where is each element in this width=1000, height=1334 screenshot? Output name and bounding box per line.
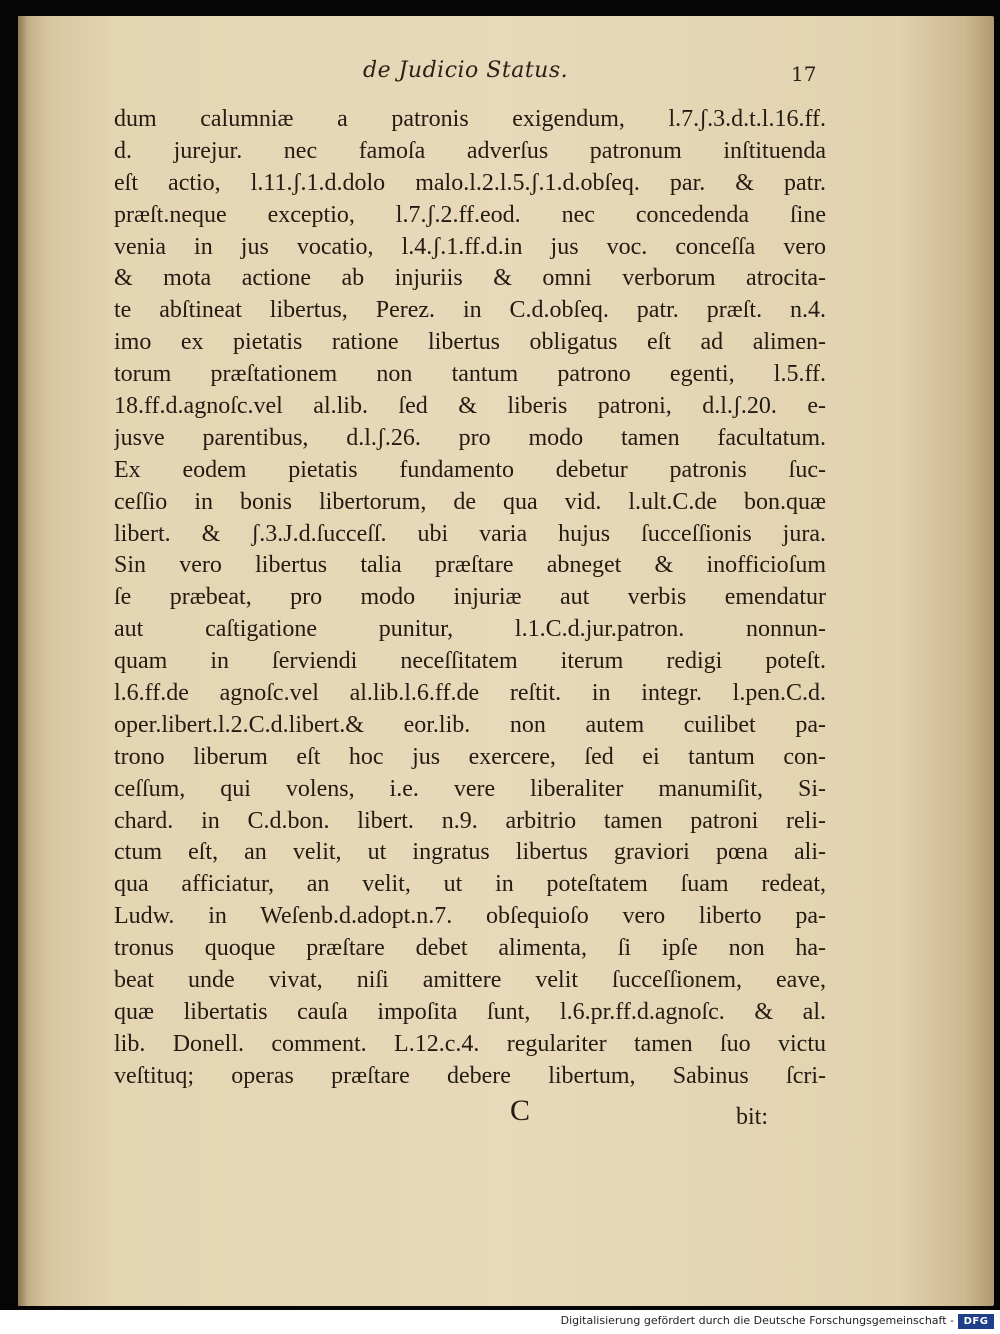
text-line: torum præſtationem non tantum patrono egenti, l.5.ff. [114, 361, 826, 388]
page-number: 17 [791, 62, 817, 86]
text-line: 18.ff.d.agnoſc.vel al.lib. ſed & liberis patroni, d.l.ʃ.20. e- [114, 393, 826, 420]
text-line: tronus quoque præſtare debet alimenta, ſi ipſe non ha- [114, 935, 826, 962]
text-line: quæ libertatis cauſa impoſita ſunt, l.6.pr.ff.d.agnoſc. & al. [114, 998, 826, 1025]
text-line: ſe præbeat, pro modo injuriæ aut verbis emendatur [114, 584, 826, 611]
running-title: de Judicio Status. [363, 58, 569, 83]
catchword: bit: [736, 1104, 769, 1130]
text-line: ceſſum, qui volens, i.e. vere liberaliter manumiſit, Si- [114, 775, 826, 802]
text-line: Ludw. in Weſenb.d.adopt.n.7. obſequioſo vero liberto pa- [114, 903, 826, 930]
text-line: d. jurejur. nec famoſa adverſus patronum inſtituenda [114, 137, 826, 164]
text-line: ctum eſt, an velit, ut ingratus libertus graviori pœna ali- [114, 839, 826, 866]
text-line: trono liberum eſt hoc jus exercere, ſed ei tantum con- [114, 743, 826, 770]
credit-bar [0, 1310, 1000, 1334]
text-line: te abſtineat libertus, Perez. in C.d.obſeq. patr. præſt. n.4. [114, 297, 826, 324]
text-line: Sin vero libertus talia præſtare abneget & inofficioſum [114, 552, 826, 579]
book-page [18, 16, 994, 1306]
funding-credit: Digitalisierung gefördert durch die Deutsche Forschungsgemeinschaft - [560, 1314, 954, 1327]
text-line: dum calumniæ a patronis exigendum, l.7.ʃ.3.d.t.l.16.ff. [114, 106, 826, 132]
text-line: libert. & ʃ.3.J.d.ſucceſſ. ubi varia hujus ſucceſſionis jura. [114, 520, 826, 547]
text-line: qua afficiatur, an velit, ut in poteſtatem ſuam redeat, [114, 871, 826, 898]
text-line: chard. in C.d.bon. libert. n.9. arbitrio tamen patroni reli- [114, 807, 826, 834]
text-line: beat unde vivat, niſi amittere velit ſucceſſionem, eave, [114, 967, 826, 994]
page-footer [18, 1094, 994, 1144]
text-line: ceſſio in bonis libertorum, de qua vid. l.ult.C.de bon.quæ [114, 488, 826, 515]
text-line: aut caſtigatione punitur, l.1.C.d.jur.patron. nonnun- [114, 616, 826, 643]
text-line: venia in jus vocatio, l.4.ʃ.1.ff.d.in jus voc. conceſſa vero [114, 233, 826, 260]
body-text [114, 104, 826, 1093]
text-line: præſt.neque exceptio, l.7.ʃ.2.ff.eod. nec concedenda ſine [114, 201, 826, 228]
text-line: l.6.ff.de agnoſc.vel al.lib.l.6.ff.de reſtit. in integr. l.pen.C.d. [114, 680, 826, 707]
text-line: eſt actio, l.11.ʃ.1.d.dolo malo.l.2.l.5.ʃ.1.d.obſeq. par. & patr. [114, 169, 826, 196]
signature-mark: C [510, 1094, 531, 1127]
text-line: imo ex pietatis ratione libertus obligatus eſt ad alimen- [114, 329, 826, 356]
text-line: & mota actione ab injuriis & omni verborum atrocita- [114, 265, 826, 292]
running-head [18, 56, 994, 96]
text-line: Ex eodem pietatis fundamento debetur patronis ſuc- [114, 456, 826, 483]
text-line: veſtituq; operas præſtare debere libertum, Sabinus ſcri- [114, 1062, 826, 1089]
dfg-logo: DFG [958, 1314, 994, 1329]
text-line: quam in ſerviendi neceſſitatem iterum redigi poteſt. [114, 648, 826, 675]
text-line: jusve parentibus, d.l.ʃ.26. pro modo tamen facultatum. [114, 424, 826, 451]
text-line: oper.libert.l.2.C.d.libert.& eor.lib. non autem cuilibet pa- [114, 711, 826, 738]
text-line: lib. Donell. comment. L.12.c.4. regulariter tamen ſuo victu [114, 1030, 826, 1057]
